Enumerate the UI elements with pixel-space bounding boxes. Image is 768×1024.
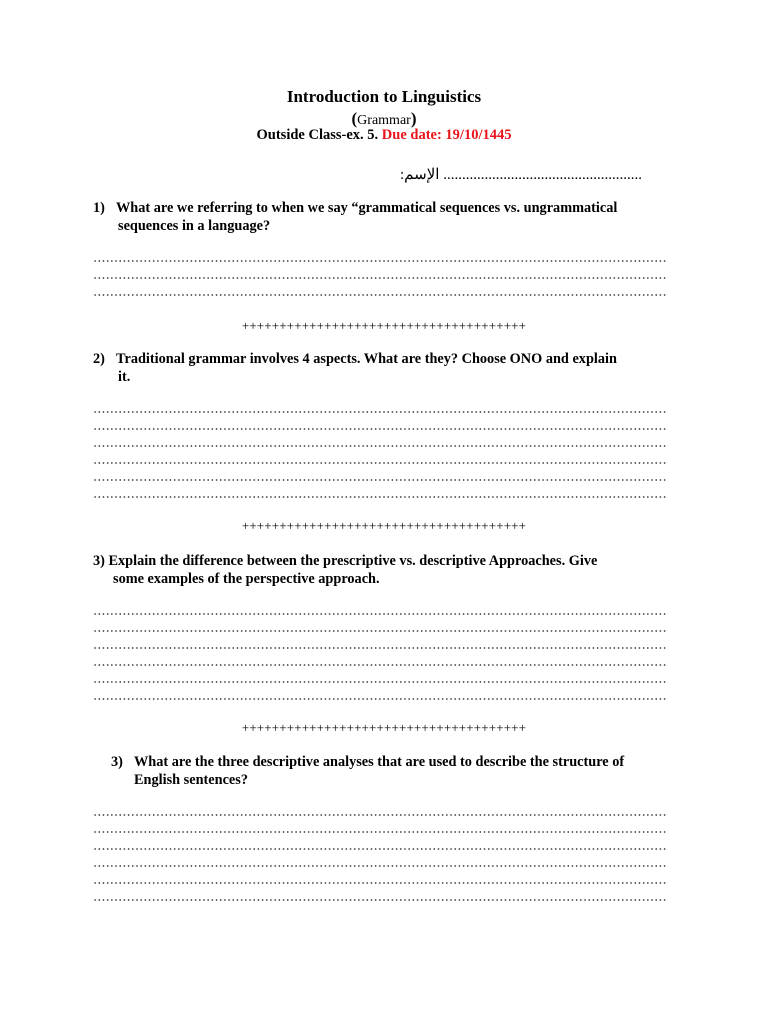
page-subtitle <box>0 109 768 129</box>
answer-line[interactable] <box>93 294 668 296</box>
answer-line[interactable] <box>93 681 668 683</box>
question-text-line-2: sequences in a language? <box>118 218 271 234</box>
answer-line[interactable] <box>93 277 668 279</box>
question-text-line-1: What are the three descriptive analyses that are used to describe the structure of <box>134 754 625 770</box>
question-number: 3) <box>93 553 105 569</box>
name-label: الإسم: <box>400 167 440 183</box>
name-field <box>400 165 642 184</box>
due-date: Due date: 19/10/1445 <box>381 127 512 143</box>
answer-line[interactable] <box>93 496 668 498</box>
answer-line[interactable] <box>93 462 668 464</box>
answer-line[interactable] <box>93 848 668 850</box>
answer-line[interactable] <box>93 411 668 413</box>
answer-line[interactable] <box>93 260 668 262</box>
question-number: 1) <box>93 200 105 216</box>
section-separator: ++++++++++++++++++++++++++++++++++++++ <box>241 518 527 533</box>
answer-line[interactable] <box>93 698 668 700</box>
question-text-line-1: What are we referring to when we say “grammatical sequences vs. ungrammatical <box>116 200 618 216</box>
answer-line[interactable] <box>93 479 668 481</box>
answer-line[interactable] <box>93 831 668 833</box>
subtitle-close-paren: ) <box>410 109 417 128</box>
subtitle-open-paren: ( <box>351 109 358 128</box>
question-text-line-2: English sentences? <box>134 772 248 788</box>
answer-line[interactable] <box>93 882 668 884</box>
question-1 <box>93 199 683 235</box>
answer-line[interactable] <box>93 814 668 816</box>
answer-line[interactable] <box>93 613 668 615</box>
section-separator: ++++++++++++++++++++++++++++++++++++++ <box>241 318 527 333</box>
answer-line[interactable] <box>93 630 668 632</box>
question-text-line-1: Traditional grammar involves 4 aspects. What are they? Choose ONO and explain <box>116 351 617 367</box>
answer-line[interactable] <box>93 865 668 867</box>
page-title: Introduction to Linguistics <box>286 87 482 106</box>
question-2 <box>93 350 683 386</box>
question-text-line-1: Explain the difference between the prescriptive vs. descriptive Approaches. Give <box>108 553 598 569</box>
question-4 <box>111 753 681 789</box>
question-number: 2) <box>93 351 105 367</box>
answer-line[interactable] <box>93 428 668 430</box>
question-text-line-2: some examples of the perspective approach. <box>113 571 380 587</box>
answer-line[interactable] <box>93 647 668 649</box>
exercise-line <box>0 127 768 144</box>
answer-line[interactable] <box>93 899 668 901</box>
question-number: 3) <box>111 754 123 770</box>
answer-line[interactable] <box>93 664 668 666</box>
section-separator: ++++++++++++++++++++++++++++++++++++++ <box>241 720 527 735</box>
question-text-line-2: it. <box>118 369 131 385</box>
subtitle-text: Grammar <box>357 113 411 128</box>
name-blank[interactable]: ..................................................... <box>443 167 642 183</box>
question-3 <box>93 552 683 588</box>
answer-line[interactable] <box>93 445 668 447</box>
exercise-label: Outside Class-ex. 5. <box>256 127 379 143</box>
